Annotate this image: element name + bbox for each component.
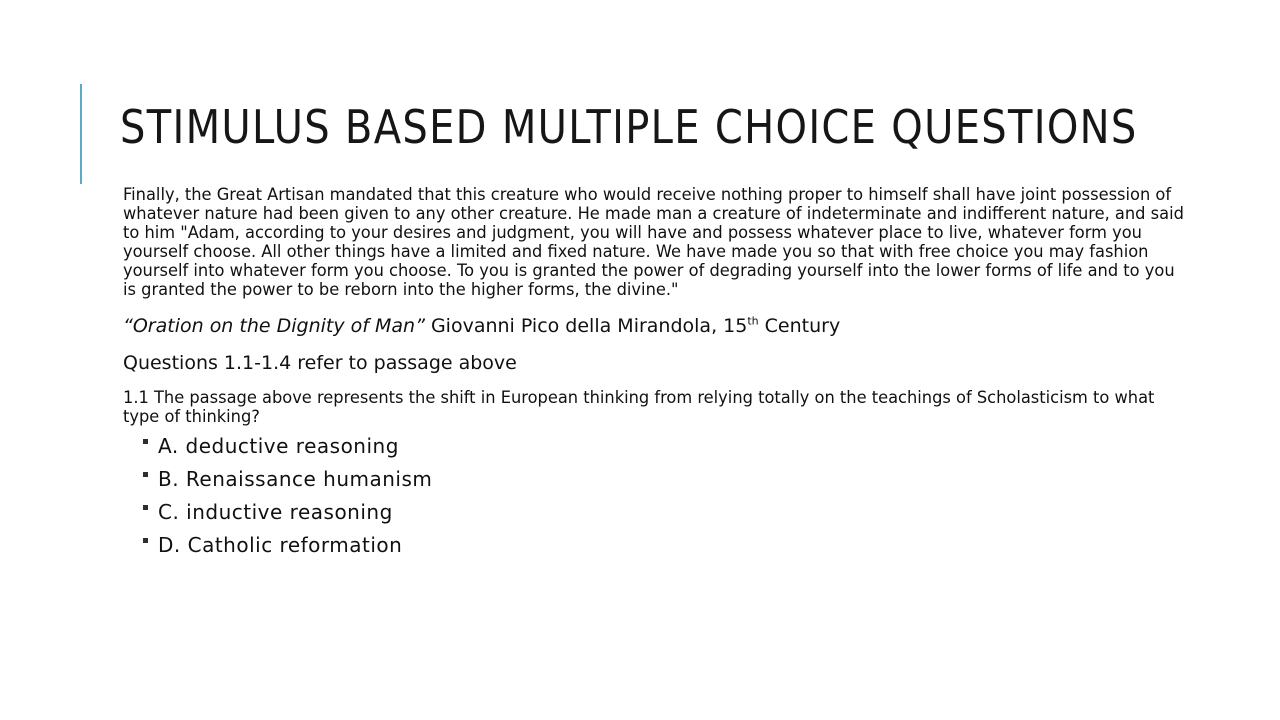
answer-choice-label: C. inductive reasoning [158, 499, 393, 524]
square-bullet-icon [143, 538, 148, 543]
slide-content [123, 186, 1193, 561]
answer-choice-b [143, 462, 1193, 495]
citation-work-title: “Oration on the Dignity of Man” [123, 315, 425, 337]
answer-choice-label: A. deductive reasoning [158, 433, 399, 458]
answer-choice-a [143, 429, 1193, 462]
answer-choices [123, 429, 1193, 561]
passage-citation [123, 315, 1193, 337]
citation-superscript: th [747, 314, 759, 328]
answer-choice-c [143, 495, 1193, 528]
citation-suffix: Century [758, 315, 841, 337]
stimulus-passage: Finally, the Great Artisan mandated that this creature who would receive nothing proper to himself shall have joint possession of whatever nature had been given to any other creature. He made man a creature of indeterminate and indifferent nature, and said to him "Adam, according to your desires and judgment, you will have and possess whatever place to live, whatever form you yourself choose. All other things have a limited and fixed nature. We have made you so that with free choice you may fashion yourself into whatever form you choose. To you is granted the power of degrading yourself into the lower forms of life and to you is granted the power to be reborn into the higher forms, the divine." [123, 185, 1184, 300]
answer-choice-label: B. Renaissance humanism [158, 466, 433, 491]
square-bullet-icon [143, 505, 148, 510]
question-text: 1.1 The passage above represents the shift in European thinking from relying totally on the teachings of Scholasticism to what type of thinking? [123, 388, 1155, 427]
square-bullet-icon [143, 439, 148, 444]
citation-author: Giovanni Pico della Mirandola, 15 [424, 315, 748, 337]
title-accent-bar [80, 84, 82, 184]
slide-title: STIMULUS BASED MULTIPLE CHOICE QUESTIONS [120, 100, 1138, 154]
questions-reference: Questions 1.1-1.4 refer to passage above [123, 352, 517, 374]
answer-choice-d [143, 528, 1193, 561]
square-bullet-icon [143, 472, 148, 477]
answer-choice-label: D. Catholic reformation [158, 532, 403, 557]
